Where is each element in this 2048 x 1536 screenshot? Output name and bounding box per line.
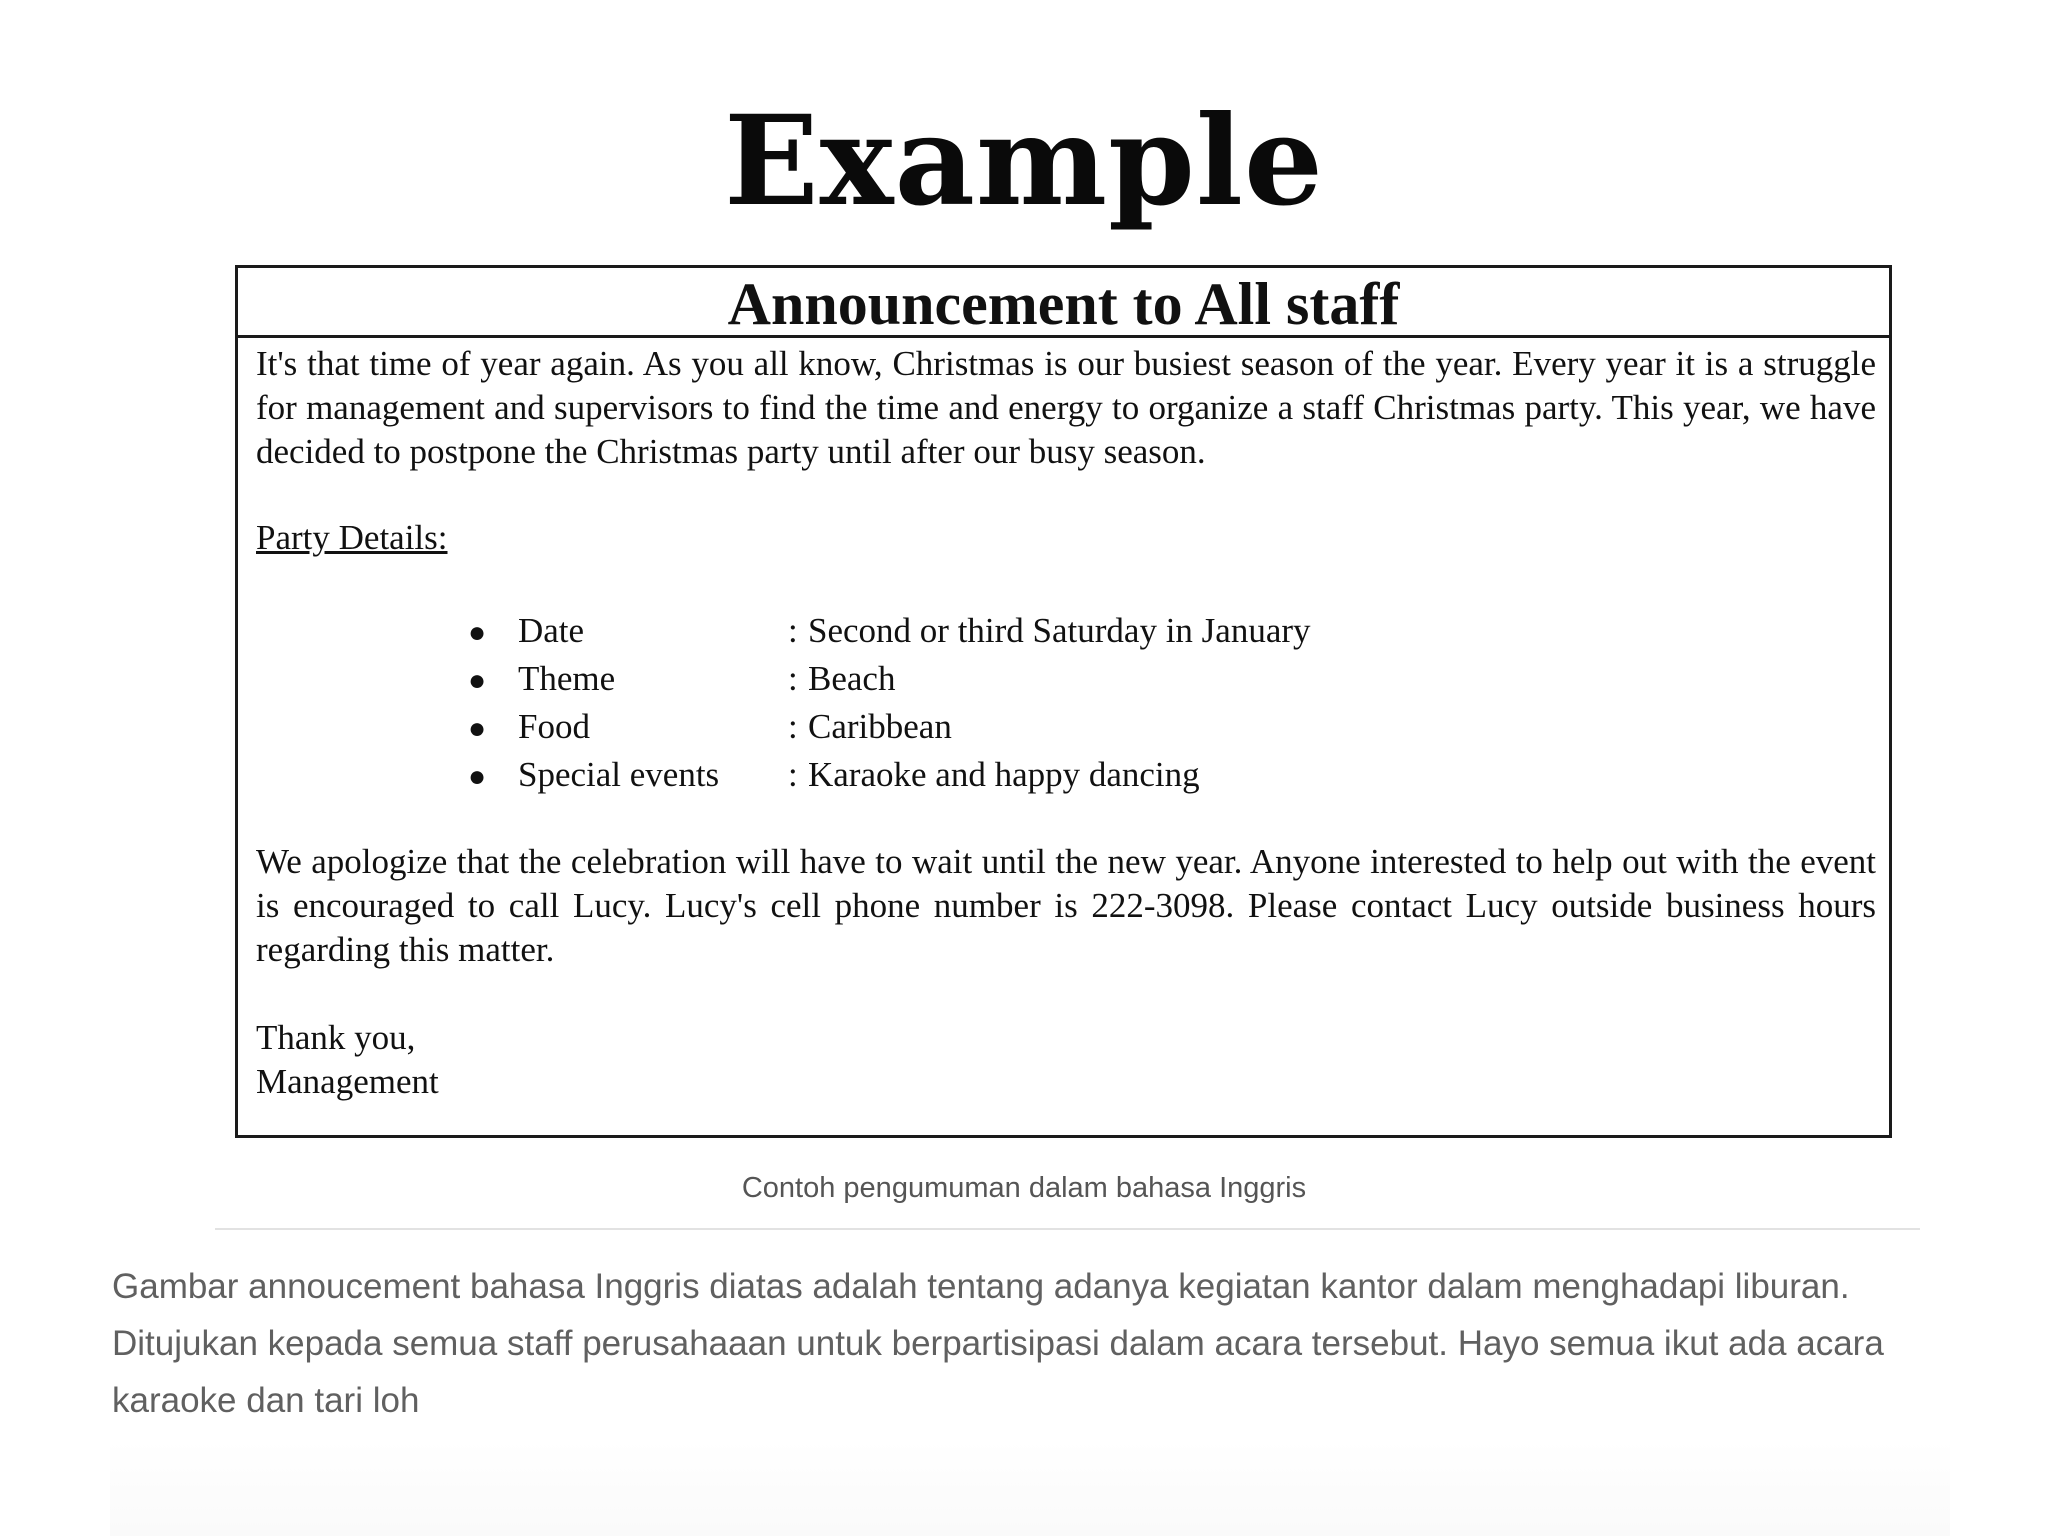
detail-separator: : <box>788 611 798 650</box>
detail-key: Date <box>518 611 585 650</box>
detail-separator: : <box>788 659 798 698</box>
detail-value: Caribbean <box>808 707 952 746</box>
divider <box>215 1228 1920 1230</box>
announcement-intro: It's that time of year again. As you all know, Christmas is our busiest season of the year. Every year it is a struggle for management and supervisors to find the time and energy to organize a staff Christmas party. This year, we have decided to postpone the Christmas party until after our busy season. <box>256 344 1876 471</box>
description-paragraph: Gambar annoucement bahasa Inggris diatas adalah tentang adanya kegiatan kantor dalam menghadapi liburan. Ditujukan kepada semua staff perusahaaan untuk berpartisipasi dalam acara tersebut. Hayo semua ikut ada acara karaoke dan tari loh <box>112 1267 1884 1420</box>
announcement-header <box>238 268 1889 338</box>
signature: Management <box>256 1062 439 1101</box>
slide-title: Example <box>724 89 1324 234</box>
party-details-list <box>256 608 1876 800</box>
announcement-image <box>235 265 1892 1138</box>
detail-key: Food <box>518 707 590 746</box>
party-details-heading: Party Details: <box>256 518 448 557</box>
detail-key: Theme <box>518 659 616 698</box>
bullet-icon: ● <box>468 760 487 793</box>
detail-value: Beach <box>808 659 896 698</box>
detail-item-food <box>468 704 1876 752</box>
image-caption: Contoh pengumuman dalam bahasa Inggris <box>741 1172 1307 1204</box>
announcement-body <box>256 340 1876 1104</box>
closing-line: Thank you, <box>256 1018 416 1057</box>
bullet-icon: ● <box>468 664 487 697</box>
detail-value: Karaoke and happy dancing <box>808 755 1200 794</box>
detail-value: Second or third Saturday in January <box>808 611 1311 650</box>
detail-item-special-events <box>468 752 1876 800</box>
bullet-icon: ● <box>468 616 487 649</box>
announcement-closing <box>256 1016 1876 1104</box>
bullet-icon: ● <box>468 712 487 745</box>
detail-separator: : <box>788 707 798 746</box>
announcement-apology: We apologize that the celebration will have to wait until the new year. Anyone interested to help out with the event is encouraged to call Lucy. Lucy's cell phone number is 222-3098. Please contact Lucy outside business hours regarding this matter. <box>256 842 1876 969</box>
announcement-title: Announcement to All staff <box>727 271 1400 337</box>
bottom-fade <box>110 1440 1950 1536</box>
detail-item-date <box>468 608 1876 656</box>
detail-item-theme <box>468 656 1876 704</box>
detail-separator: : <box>788 755 798 794</box>
detail-key: Special events <box>518 755 720 794</box>
